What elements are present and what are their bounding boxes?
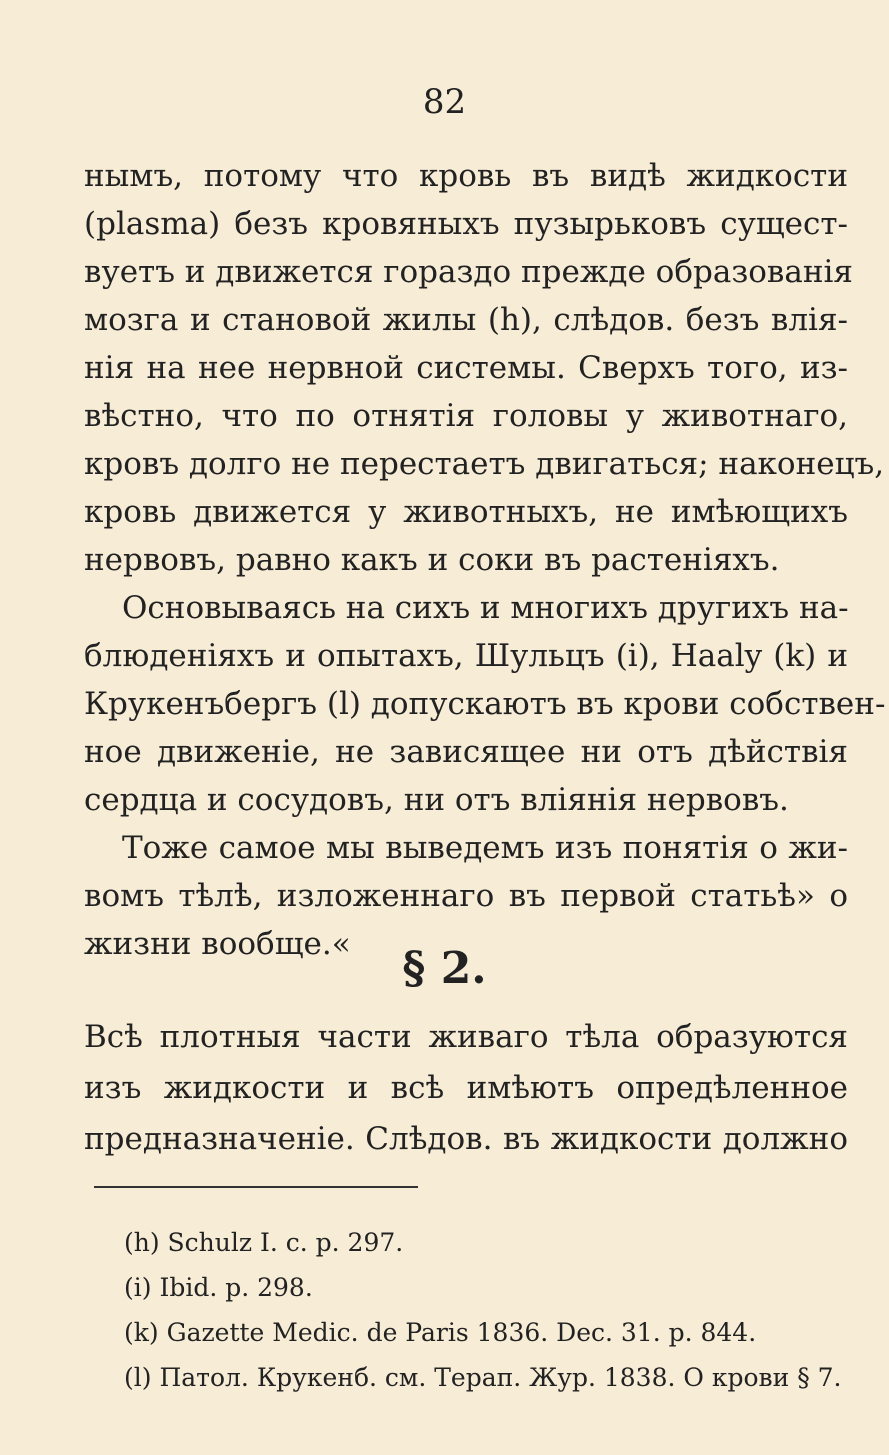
text-line: сердца и сосудовъ, ни отъ вліянія нервовъ. [84,782,789,818]
text-line: мозга и становой жилы (h), слѣдов. безъ влія- [84,302,848,338]
footnote-h: (h) Schulz I. c. p. 297. [124,1228,404,1257]
text-line: кровь движется у животныхъ, не имѣющихъ [84,494,848,530]
footnote-l: (l) Патол. Крукенб. см. Терап. Жур. 1838. О крови § 7. [124,1363,842,1392]
text-line: ное движеніе, не зависящее ни отъ дѣйствія [84,734,848,770]
text-line: нервовъ, равно какъ и соки въ растеніяхъ. [84,542,780,578]
page-number: 82 [422,82,467,122]
text-line: блюденіяхъ и опытахъ, Шульцъ (i), Haaly (k) и [84,638,848,674]
text-line: вомъ тѣлѣ, изложеннаго въ первой статьѣ» о [84,878,848,914]
text-line: предназначеніе. Слѣдов. въ жидкости должно [84,1121,848,1157]
text-line: вѣстно, что по отнятія головы у животнаго, [84,398,848,434]
footnotes [124,1220,854,1400]
text-line: жизни вообще.« [84,926,351,962]
text-line: (plasma) безъ кровяныхъ пузырьковъ сущест- [84,206,848,242]
text-line: вуетъ и движется гораздо прежде образованія [84,254,853,290]
text-line: кровъ долго не перестаетъ двигаться; наконецъ, [84,446,885,482]
text-line: изъ жидкости и всѣ имѣютъ опредѣленное [84,1070,848,1106]
section-heading: § 2. [402,943,487,994]
text-line: нымъ, потому что кровь въ видѣ жидкости [84,158,848,194]
text-line: Всѣ плотныя части живаго тѣла образуются [84,1019,848,1055]
footnote-divider [94,1186,418,1188]
text-line: нія на нее нервной системы. Сверхъ того, из- [84,350,848,386]
text-line: Основываясь на сихъ и многихъ другихъ на- [122,590,849,626]
section-paragraph [84,1012,848,1165]
text-line: Крукенъбергъ (l) допускаютъ въ крови собствен- [84,686,886,722]
main-text [84,152,886,968]
text-line: Тоже самое мы выведемъ изъ понятія о жи- [122,830,848,866]
footnote-k: (k) Gazette Medic. de Paris 1836. Dec. 31. p. 844. [124,1318,757,1347]
footnote-i: (i) Ibid. p. 298. [124,1273,313,1302]
